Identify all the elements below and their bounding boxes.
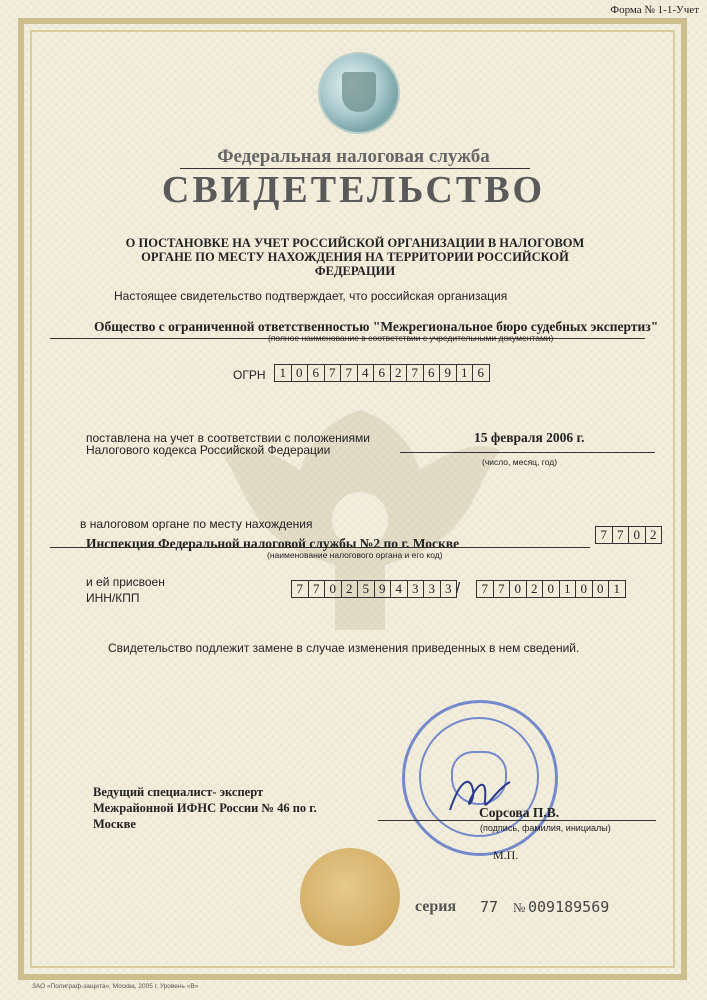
series-number: 009189569 [528,898,610,916]
digit-box: 0 [291,364,309,382]
coat-of-arms-watermark-icon [210,380,510,650]
digit-box: 6 [472,364,490,382]
digit-box: 1 [559,580,577,598]
intro-text: Настоящее свидетельство подтверждает, что российская организация [114,289,508,303]
series-code: 77 [480,898,499,916]
digit-box: 7 [406,364,424,382]
digit-box: 7 [493,580,511,598]
signatory-position-line1: Ведущий специалист- эксперт [93,785,264,799]
digit-box: 9 [374,580,392,598]
signature-line [378,820,656,821]
digit-box: 7 [291,580,309,598]
digit-box: 7 [595,526,613,544]
digit-box: 2 [341,580,359,598]
digit-box: 6 [307,364,325,382]
signatory-name: Сорсова П.В. [479,805,560,820]
registration-text-line2: Налогового кодекса Российской Федерации [86,443,331,457]
digit-box: 1 [456,364,474,382]
kpp-digit-boxes [477,580,626,598]
signature-caption: (подпись, фамилия, инициалы) [480,823,611,833]
document-title: СВИДЕТЕЛЬСТВО [161,169,546,211]
printer-footer: ЗАО «Полиграф-защита», Москва, 2005 г. Уровень «В» [32,983,199,990]
registration-date: 15 февраля 2006 г. [474,430,585,445]
signatory-position-line2: Межрайонной ИФНС России № 46 по г. [93,801,317,815]
ogrn-digit-boxes [275,364,490,382]
replacement-notice: Свидетельство подлежит замене в случае изменения приведенных в нем сведений. [108,641,580,655]
digit-box: 6 [373,364,391,382]
tax-authority-line [50,547,590,548]
digit-box: 6 [423,364,441,382]
tax-authority-name: Инспекция Федеральной налоговой службы №2 по г. Москве [86,536,460,551]
hologram-emblem-icon [318,52,400,134]
stamp-place-label: М.П. [493,848,519,862]
digit-box: 7 [308,580,326,598]
digit-box: 3 [423,580,441,598]
registration-date-line [400,452,655,453]
digit-box: 0 [509,580,527,598]
digit-box: 7 [340,364,358,382]
signatory-position-line3: Москве [93,817,136,831]
digit-box: 0 [592,580,610,598]
digit-box: 2 [390,364,408,382]
registration-date-caption: (число, месяц, год) [482,457,558,467]
tax-code-digit-boxes [596,526,662,544]
ogrn-label: ОГРН [233,368,266,382]
digit-box: 2 [526,580,544,598]
inn-kpp-label-line1: и ей присвоен [86,575,165,589]
tax-authority-caption: (наименование налогового органа и его код) [267,550,443,560]
inn-digit-boxes [292,580,457,598]
digit-box: 3 [440,580,458,598]
digit-box: 5 [357,580,375,598]
registration-text-line1: поставлена на учет в соответствии с положениями [86,431,370,445]
digit-box: 7 [324,364,342,382]
digit-box: 4 [357,364,375,382]
digit-box: 9 [439,364,457,382]
inn-kpp-label-line2: ИНН/КПП [86,591,140,605]
inn-kpp-separator: / [456,580,461,597]
digit-box: 2 [645,526,663,544]
digit-box: 0 [324,580,342,598]
series-label: серия [415,898,457,915]
digit-box: 1 [608,580,626,598]
gold-seal-icon [300,848,400,946]
document-subtitle: О ПОСТАНОВКЕ НА УЧЕТ РОССИЙСКОЙ ОРГАНИЗАЦИИ В НАЛОГОВОМ ОРГАНЕ ПО МЕСТУ НАХОЖДЕНИЯ НА ТЕРРИТОРИИ РОССИЙСКОЙ ФЕДЕРАЦИИ [125,236,585,278]
digit-box: 0 [575,580,593,598]
number-sign: № [513,900,526,915]
handwritten-signature-icon [445,770,515,820]
digit-box: 7 [476,580,494,598]
service-name: Федеральная налоговая служба [217,146,490,167]
digit-box: 4 [390,580,408,598]
digit-box: 0 [542,580,560,598]
organization-name: Общество с ограниченной ответственностью "Межрегиональное бюро судебных экспертиз" [94,319,659,334]
organization-caption: (полное наименование в соответствии с учредительными документами) [268,333,554,343]
tax-authority-label: в налоговом органе по месту нахождения [80,517,313,531]
digit-box: 3 [407,580,425,598]
digit-box: 1 [274,364,292,382]
digit-box: 0 [628,526,646,544]
digit-box: 7 [612,526,630,544]
form-number: Форма № 1-1-Учет [610,4,699,16]
